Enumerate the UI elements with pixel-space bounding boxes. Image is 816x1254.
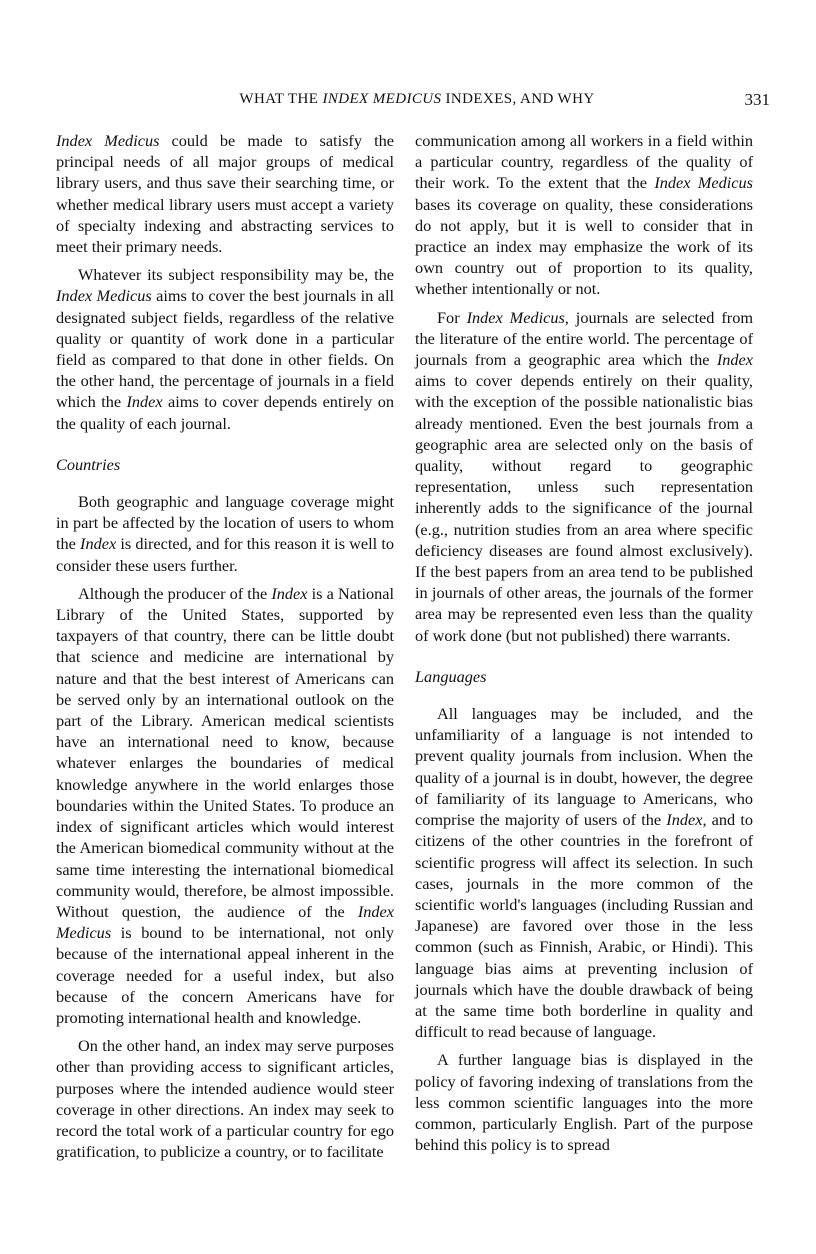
text-run: aims to cover depends entirely on the quality of each journal. [56,392,394,433]
italic-text: Index Medicus [56,131,160,150]
paragraph [56,583,394,1028]
text-run: On the other hand, an index may serve purposes other than providing access to significant articles, purposes where the intended audience would steer coverage in other directions. An index may seek to record the total work of a particular country for ego gratification, to publicize a country, or to facilitate [56,1036,394,1162]
text-run: is bound to be international, not only because of the international appeal inherent in the coverage needed for a useful index, but also because of the concern Americans have for promoting international health and knowledge. [56,923,394,1027]
paragraph [56,264,394,434]
text-run: is directed, and for this reason it is well to consider these users further. [56,534,394,575]
text-run: and to citizens of the other countries in the forefront of scientific progress will affect its selection. In such cases, journals in the more common of the scientific world's languages (including Russian and Japanese) are favored over those in the less common (such as Finnish, Arabic, or Hindi). This language bias aims at preventing inclusion of journals which have the double drawback of being at the same time both borderline in quality and difficult to read because of language. [415,810,754,1042]
text-run: All languages may be included, and the unfamiliarity of a language is not intended to prevent quality journals from inclusion. When the quality of a journal is in doubt, however, the degree of familiarity of its language to Americans, who comprise the majority of users of the [415,704,753,830]
right-column [415,130,753,1155]
italic-text: Index Medicus [56,286,152,306]
italic-text: Index [80,534,117,554]
text-run: could be made to satisfy the principal needs of all major groups of medical library users, and thus save their searching time, or whether medical library users must accept a variety of specialty indexing and abstracting services to meet their primary needs. [56,131,394,257]
paragraph [415,307,753,646]
text-run: communication among all workers in a field within a particular country, regardless of the quality of their work. To the extent that the [415,131,753,193]
text-run: aims to cover the best journals in all designated subject fields, regardless of the relative quality or quantity of work done in a particular field as compared to that done in other fields. On the other hand, the percentage of journals in a field which the [56,286,394,412]
paragraph [415,130,753,300]
page-number: 331 [744,90,770,109]
italic-text: Index Medicus, [466,307,569,327]
text-run: Although the producer of the [78,583,272,603]
text-run: For [437,307,467,327]
text-run: Both geographic and language coverage might in part be affected by the location of users to whom the [56,492,394,554]
italic-text: Index [271,583,308,603]
italic-text: Index, [666,810,707,830]
running-head-title-part: WHAT THE [239,91,323,107]
italic-text: Index Medicus [654,173,753,193]
text-run: aims to cover depends entirely on their quality, with the exception of the possible nationalistic bias already mentioned. Even the best journals from a geographic area are selected only on the basis of quality, without regard to geographic representation, unless such representation inherently adds to the significance of the journal (e.g., nutrition studies from an area where specific deficiency diseases are found almost exclusively). If the best papers from an area tend to be published in journals of other areas, the journals of the former area may be represented even less than the quality of work done (but not published) there warrants. [415,371,753,645]
text-run: Whatever its subject responsibility may be, the [78,265,394,285]
paragraph [56,1035,394,1162]
left-column [56,130,394,1162]
paragraph [415,703,753,1042]
running-head-title [56,91,690,108]
paragraph [415,1049,753,1155]
italic-text: Index [126,392,163,412]
text-run: is a National Library of the United States, supported by taxpayers of that country, there can be little doubt that science and medicine are international by nature and that the best interest of Americans can be served only by an international outlook on the part of the Library. American medical scientists have an international need to know, because whatever enlarges the boundaries of medical knowledge anywhere in the world enlarges those boundaries within the United States. To produce an index of significant articles which would interest the American biomedical community without at the same time interesting the international biomedical community would, therefore, be almost impossible. Without question, the audience of the [56,583,395,921]
paragraph [56,491,394,576]
text-run: journals are selected from the literature of the entire world. The percentage of journals from a geographic area which the [415,307,753,370]
paragraph [56,130,394,257]
section-heading-countries: Countries [56,454,121,474]
running-head-title-italic: INDEX MEDICUS [322,91,442,107]
section-heading-languages: Languages [415,666,487,686]
italic-text: Index Medicus [56,901,394,943]
italic-text: Index [716,350,753,370]
running-head-title-part: INDEXES, AND WHY [441,91,595,107]
text-run: bases its coverage on quality, these considerations do not apply, but it is well to consider that in practice an index may emphasize the work of its own country out of proportion to its quality, whether intentionally or not. [415,194,753,299]
text-run: A further language bias is displayed in the policy of favoring indexing of translations from the less common scientific languages into the more common, particularly English. Part of the purpose behind this policy is to spread [415,1050,753,1155]
running-head [56,91,770,113]
